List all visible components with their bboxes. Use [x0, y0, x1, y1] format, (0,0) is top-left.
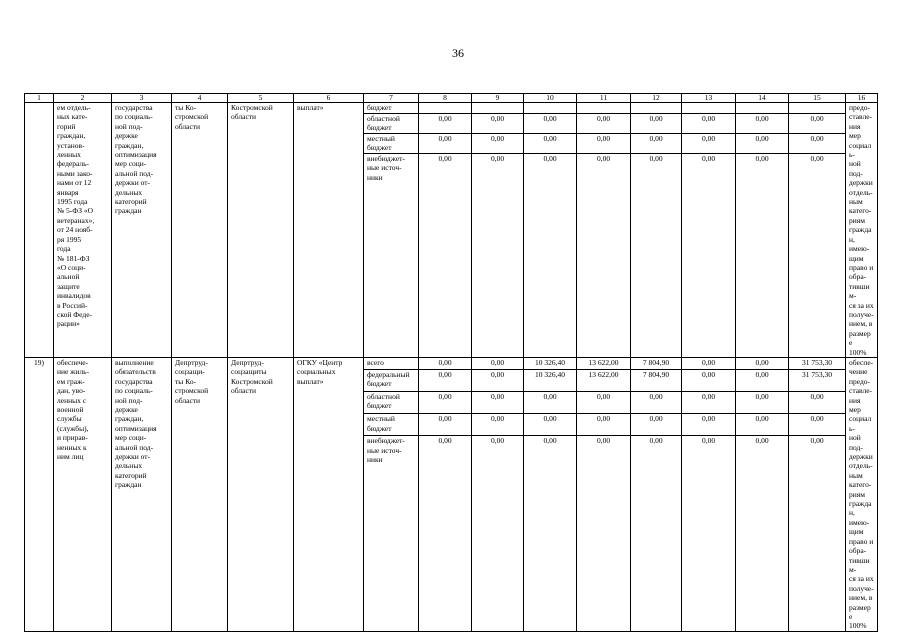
amount-cell: 0,00: [682, 369, 736, 391]
column-header-15: 15: [789, 94, 846, 103]
amount-cell: 0,00: [682, 414, 736, 436]
amount-cell: 0,00: [631, 154, 682, 358]
funding-source: федеральный бюджет: [364, 369, 419, 391]
page-number: 36: [452, 46, 464, 60]
amount-cell: 7 804,90: [631, 369, 682, 391]
amount-cell: 0,00: [524, 113, 577, 133]
amount-cell: 0,00: [524, 391, 577, 413]
amount-cell: 10 326,40: [524, 369, 577, 391]
column-header-4: 4: [172, 94, 228, 103]
amount-cell: 0,00: [419, 133, 472, 153]
amount-cell: 0,00: [736, 133, 789, 153]
amount-cell: 0,00: [789, 133, 846, 153]
amount-cell: 7 804,90: [631, 357, 682, 369]
amount-cell: 0,00: [682, 154, 736, 358]
amount-cell: [472, 103, 524, 114]
column-header-10: 10: [524, 94, 577, 103]
column-header-9: 9: [472, 94, 524, 103]
column-header-8: 8: [419, 94, 472, 103]
column-header-3: 3: [112, 94, 172, 103]
amount-cell: 0,00: [682, 133, 736, 153]
program-table: [24, 93, 878, 632]
amount-cell: 0,00: [419, 154, 472, 358]
column-header-13: 13: [682, 94, 736, 103]
task-description: государства по социаль- ной под- держке граждан, оптимизация мер соци- альной под- держки от- дельных категорий граждан: [112, 103, 172, 358]
recipient: ОГКУ «Центр социальных выплат»: [294, 357, 364, 631]
amount-cell: [419, 103, 472, 114]
task-description: выполнение обязательств государства по социаль- ной под- держке граждан, оптимизация мер соци- альной под- держки от- дельных категорий граждан: [112, 357, 172, 631]
amount-cell: 0,00: [419, 391, 472, 413]
amount-cell: 0,00: [682, 391, 736, 413]
amount-cell: 0,00: [524, 133, 577, 153]
amount-cell: 0,00: [789, 414, 846, 436]
amount-cell: 0,00: [736, 414, 789, 436]
funding-source: всего: [364, 357, 419, 369]
amount-cell: 0,00: [736, 369, 789, 391]
amount-cell: [631, 103, 682, 114]
amount-cell: [789, 103, 846, 114]
header-row: [25, 94, 878, 103]
column-header-2: 2: [54, 94, 112, 103]
amount-cell: 0,00: [631, 414, 682, 436]
funding-source: областной бюджет: [364, 113, 419, 133]
column-header-6: 6: [294, 94, 364, 103]
column-header-11: 11: [577, 94, 631, 103]
column-header-16: 16: [846, 94, 878, 103]
event-name: обеспече- ние жиль- ем граж- дан, уво- ленных с военной службы (службы), и прирав- ненных к ним лиц: [54, 357, 112, 631]
amount-cell: 0,00: [789, 154, 846, 358]
amount-cell: 0,00: [472, 414, 524, 436]
amount-cell: 0,00: [577, 414, 631, 436]
amount-cell: 0,00: [472, 369, 524, 391]
amount-cell: 0,00: [631, 113, 682, 133]
funding-source: областной бюджет: [364, 391, 419, 413]
amount-cell: 0,00: [577, 391, 631, 413]
amount-cell: 0,00: [789, 436, 846, 631]
amount-cell: 0,00: [524, 436, 577, 631]
amount-cell: 0,00: [682, 357, 736, 369]
amount-cell: 31 753,30: [789, 369, 846, 391]
amount-cell: 0,00: [419, 113, 472, 133]
amount-cell: [524, 103, 577, 114]
responsible-executor: ты Ко- стромской области: [172, 103, 228, 358]
amount-cell: 0,00: [472, 391, 524, 413]
amount-cell: 0,00: [472, 133, 524, 153]
amount-cell: 0,00: [419, 369, 472, 391]
amount-cell: 0,00: [736, 357, 789, 369]
amount-cell: 0,00: [577, 133, 631, 153]
amount-cell: [736, 103, 789, 114]
amount-cell: 0,00: [419, 357, 472, 369]
amount-cell: 31 753,30: [789, 357, 846, 369]
amount-cell: 13 622,00: [577, 369, 631, 391]
amount-cell: 0,00: [472, 113, 524, 133]
funding-source: внебюджет- ные источ- ники: [364, 154, 419, 358]
amount-cell: 10 326,40: [524, 357, 577, 369]
column-header-7: 7: [364, 94, 419, 103]
amount-cell: 0,00: [631, 436, 682, 631]
row-number: 19): [25, 357, 54, 631]
amount-cell: 0,00: [472, 154, 524, 358]
amount-cell: 0,00: [577, 113, 631, 133]
amount-cell: 0,00: [577, 154, 631, 358]
funding-source: местный бюджет: [364, 414, 419, 436]
funding-source: бюджет: [364, 103, 419, 114]
block2-row: [25, 357, 878, 369]
amount-cell: 0,00: [419, 414, 472, 436]
responsible-executor: Депртруд- соцзащи- ты Ко- стромской области: [172, 357, 228, 631]
amount-cell: 0,00: [789, 391, 846, 413]
amount-cell: [577, 103, 631, 114]
amount-cell: 0,00: [736, 154, 789, 358]
amount-cell: 0,00: [524, 154, 577, 358]
amount-cell: 0,00: [682, 113, 736, 133]
event-name: ем отдель- ных кате- горий граждан, установ- ленных федераль- ными зако- нами от 12 января 1995 года № 5-ФЗ «О ветеранах», от 24 нояб- ря 1995 года № 181-ФЗ «О соци- альной защите инвалидов в Россий- ской Феде- рации»: [54, 103, 112, 358]
column-header-12: 12: [631, 94, 682, 103]
amount-cell: 0,00: [631, 133, 682, 153]
column-header-14: 14: [736, 94, 789, 103]
amount-cell: 0,00: [419, 436, 472, 631]
amount-cell: 0,00: [682, 436, 736, 631]
amount-cell: 0,00: [736, 436, 789, 631]
column-header-1: 1: [25, 94, 54, 103]
chief-administrator: Депртруд- соцзащиты Костромской области: [228, 357, 294, 631]
amount-cell: 0,00: [577, 436, 631, 631]
amount-cell: [682, 103, 736, 114]
amount-cell: 0,00: [631, 391, 682, 413]
amount-cell: 0,00: [472, 436, 524, 631]
amount-cell: 13 622,00: [577, 357, 631, 369]
block1-row: [25, 103, 878, 114]
expected-result: предо- ставле- ния мер социаль- ной под- держки отдель- ным катего- риям граждан, имею- щим право и обра- тившим- ся за их получе- нием, в размере 100%: [846, 103, 878, 358]
column-header-5: 5: [228, 94, 294, 103]
row-number: [25, 103, 54, 358]
amount-cell: 0,00: [736, 391, 789, 413]
chief-administrator: Костромской области: [228, 103, 294, 358]
recipient: выплат»: [294, 103, 364, 358]
amount-cell: 0,00: [789, 113, 846, 133]
amount-cell: 0,00: [736, 113, 789, 133]
expected-result: обеспе- чение предо- ставле- ния мер социаль- ной под- держки отдель- ным катего- риям граждан, имею- щим право и обра- тившим- ся за их получе- нием, в размере 100%: [846, 357, 878, 631]
funding-source: местный бюджет: [364, 133, 419, 153]
amount-cell: 0,00: [472, 357, 524, 369]
funding-source: внебюджет- ные источ- ники: [364, 436, 419, 631]
amount-cell: 0,00: [524, 414, 577, 436]
